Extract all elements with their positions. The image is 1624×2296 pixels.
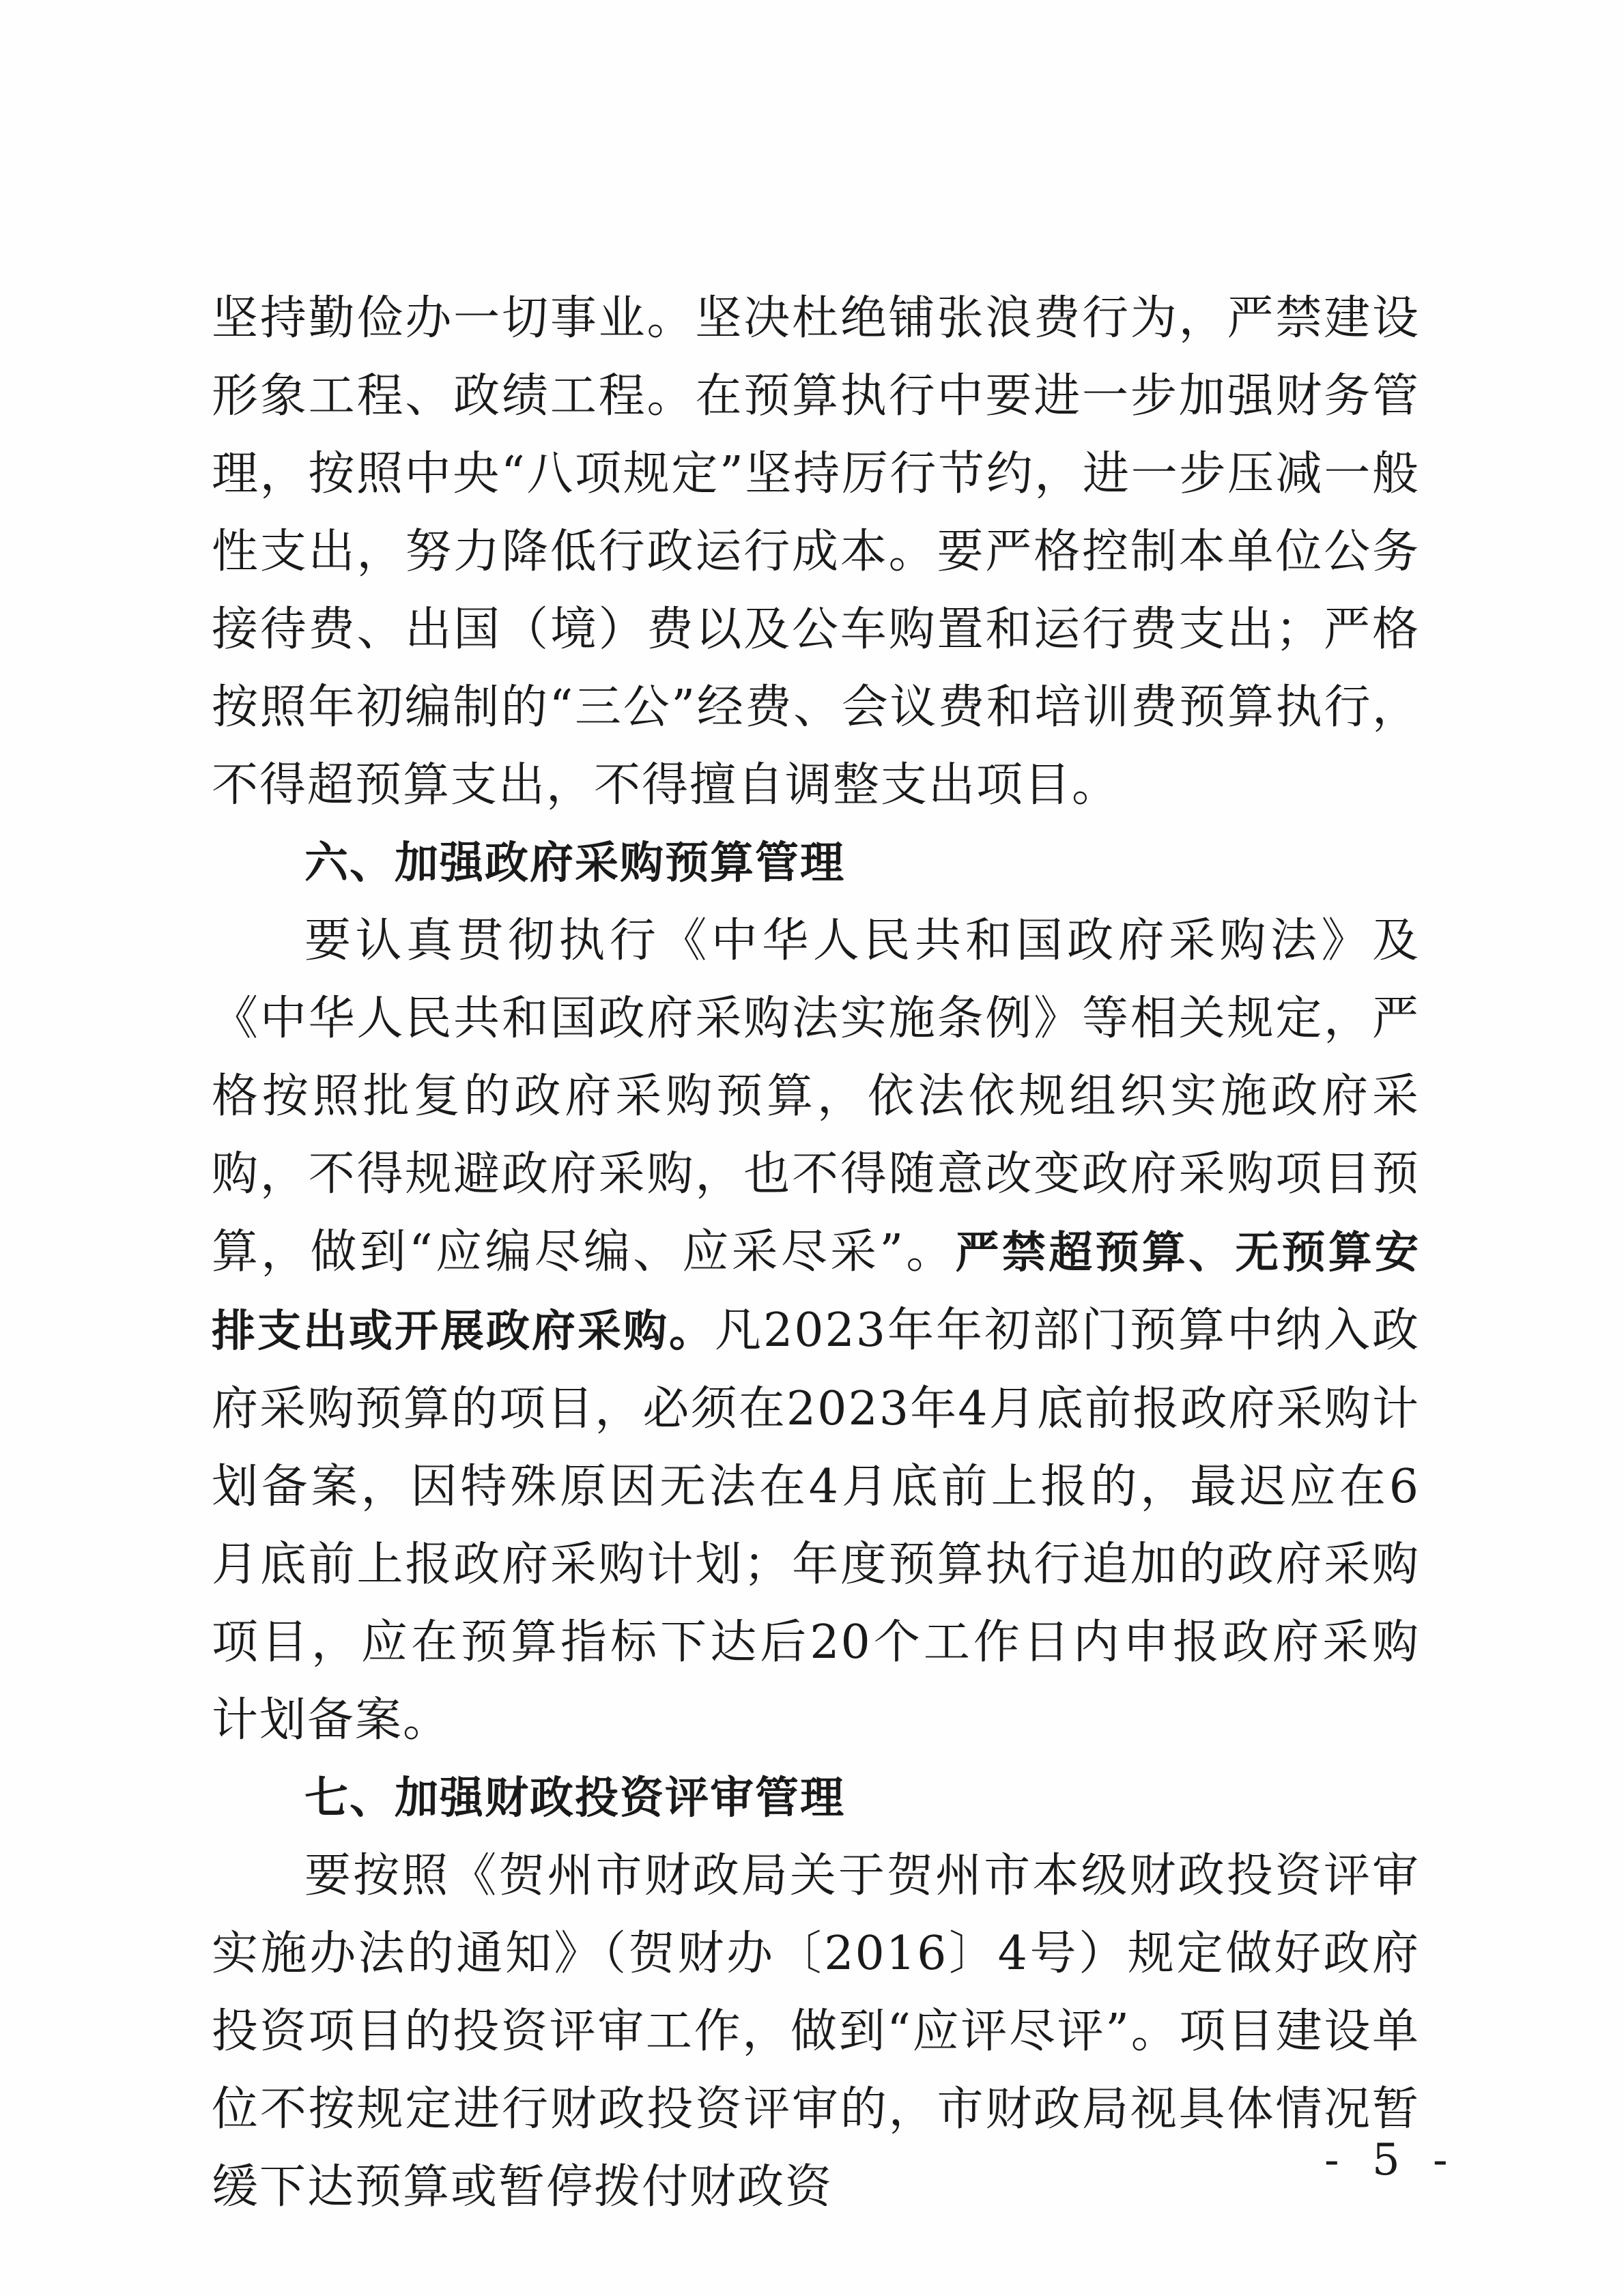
section-7-heading: 七、加强财政投资评审管理	[304, 1773, 845, 1824]
section-7-paragraph: 要按照《贺州市财政局关于贺州市本级财政投资评审实施办法的通知》（贺财办〔2016〕4号）规定做好政府投资项目的投资评审工作，做到“应评尽评”。项目建设单位不按规定进行财政投资评审的，市财政局视具体情况暂缓下达预算或暂停拨付财政资	[212, 1849, 1420, 2214]
paragraph-continuation: 坚持勤俭办一切事业。坚决杜绝铺张浪费行为，严禁建设形象工程、政绩工程。在预算执行中要进一步加强财务管理，按照中央“八项规定”坚持厉行节约，进一步压减一般性支出，努力降低行政运行成本。要严格控制本单位公务接待费、出国（境）费以及公车购置和运行费支出；严格按照年初编制的“三公”经费、会议费和培训费预算执行，不得超预算支出，不得擅自调整支出项目。	[212, 291, 1420, 812]
section-6-bold-text: 严禁超预算、无预算安排支出或开展政府采购。	[212, 1228, 1420, 1357]
section-6-heading: 六、加强政府采购预算管理	[304, 838, 845, 889]
page-number: - 5 -	[1324, 2135, 1457, 2185]
section-6-text-part2: 凡2023年年初部门预算中纳入政府采购预算的项目，必须在2023年4月底前报政府采购计划备案，因特殊原因无法在4月底前上报的，最迟应在6月底前上报政府采购计划；年度预算执行追加的政府采购项目，应在预算指标下达后20个工作日内申报政府采购计划备案。	[212, 1304, 1420, 1747]
section-6-text-part1: 要认真贯彻执行《中华人民共和国政府采购法》及《中华人民共和国政府采购法实施条例》等相关规定，严格按照批复的政府采购预算，依法依规组织实施政府采购，不得规避政府采购，也不得随意改变政府采购项目预算，做到“应编尽编、应采尽采”。	[212, 914, 1420, 1279]
document-body	[212, 280, 1420, 2226]
section-6-paragraph	[212, 902, 1420, 1760]
